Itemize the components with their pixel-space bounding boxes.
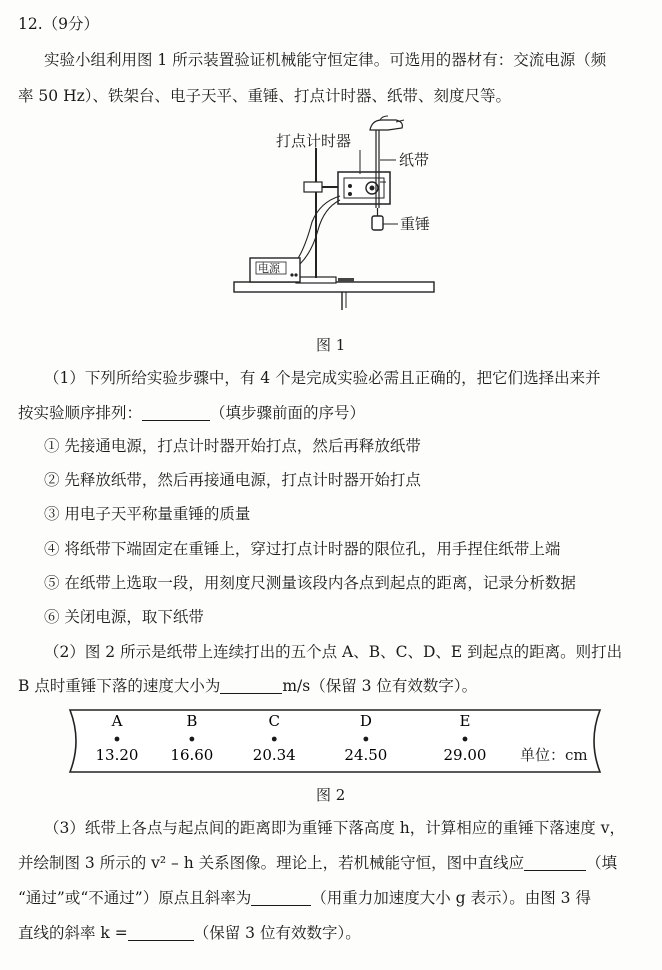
part3-line-3 [18,888,591,908]
part3-line-2a: 并绘制图 3 所示的 v² – h 关系图像。理论上，若机械能守恒，图中直线应 [18,854,525,872]
point-dot-C [272,737,277,742]
part3-line-1: （3）纸带上各点与起点间的距离即为重锤下落高度 h，计算相应的重锤下落速度 v， [44,819,625,837]
part3-line-2 [18,853,617,873]
figure-2-caption: 图 2 [316,786,346,804]
step-5: ⑤ 在纸带上选取一段，用刻度尺测量该段内各点到起点的距离，记录分析数据 [44,574,576,592]
label-power: 电源 [258,262,280,275]
part3-line-3a: “通过”或“不通过”）原点且斜率为 [18,889,252,907]
answer-blank-origin[interactable] [524,854,586,871]
step-1: ① 先接通电源，打点计时器开始打点，然后再释放纸带 [44,437,421,455]
tape-unit: 单位：cm [520,746,588,764]
step-6: ⑥ 关闭电源，取下纸带 [44,608,204,626]
part3-line-4 [18,923,361,943]
point-value-B: 16.60 [170,746,214,764]
intro-line-1: 实验小组利用图 1 所示装置验证机械能守恒定律。可选用的器材有：交流电源（频 [44,51,607,69]
point-dot-E [463,737,468,742]
step-2: ② 先释放纸带，然后再接通电源，打点计时器开始打点 [44,471,421,489]
point-value-D: 24.50 [344,746,388,764]
point-dot-D [363,737,368,742]
answer-blank-order[interactable] [142,404,210,421]
point-dot-A [115,737,120,742]
part2-line-2b: m/s（保留 3 位有效数字）。 [282,677,478,695]
part3-line-4a: 直线的斜率 k = [18,924,128,942]
part3-line-3b: （用重力加速度大小 g 表示）。由图 3 得 [311,889,591,907]
part1-line-1: （1）下列所给实验步骤中，有 4 个是完成实验必需且正确的，把它们选择出来并 [44,369,601,387]
part2-line-1: （2）图 2 所示是纸带上连续打出的五个点 A、B、C、D、E 到起点的距离。则打出 [44,643,623,661]
label-weight: 重锤 [400,215,431,233]
answer-blank-slope-k[interactable] [128,924,194,941]
label-timer: 打点计时器 [276,132,352,150]
point-label-C: C [268,712,281,730]
point-value-C: 20.34 [252,746,296,764]
step-4: ④ 将纸带下端固定在重锤上，穿过打点计时器的限位孔，用手捏住纸带上端 [44,540,561,558]
point-label-D: D [359,712,372,730]
part2-line-2 [18,676,477,696]
point-value-A: 13.20 [95,746,139,764]
part3-line-2b: （填 [586,854,618,872]
answer-blank-slope-expr[interactable] [251,889,311,906]
part1-line-2b: （填步骤前面的序号） [210,404,366,422]
part2-line-2a: B 点时重锤下落的速度大小为 [18,677,221,695]
question-number: 12.（9分） [18,15,100,33]
part1-line-2 [18,403,365,423]
figure-1-apparatus [220,112,440,312]
label-tape: 纸带 [399,151,430,169]
figure-2-tape [60,708,610,774]
point-value-E: 29.00 [443,746,487,764]
answer-blank-speed[interactable] [220,677,282,694]
intro-line-2: 率 50 Hz）、铁架台、电子天平、重锤、打点计时器、纸带、刻度尺等。 [18,87,512,105]
part3-line-4b: （保留 3 位有效数字）。 [193,924,361,942]
point-dot-B [189,737,194,742]
figure-1-caption: 图 1 [316,336,346,354]
point-label-A: A [111,712,123,730]
step-3: ③ 用电子天平称量重锤的质量 [44,505,251,523]
point-label-B: B [186,712,198,730]
part1-line-2a: 按实验顺序排列： [18,404,143,422]
point-label-E: E [459,712,471,730]
